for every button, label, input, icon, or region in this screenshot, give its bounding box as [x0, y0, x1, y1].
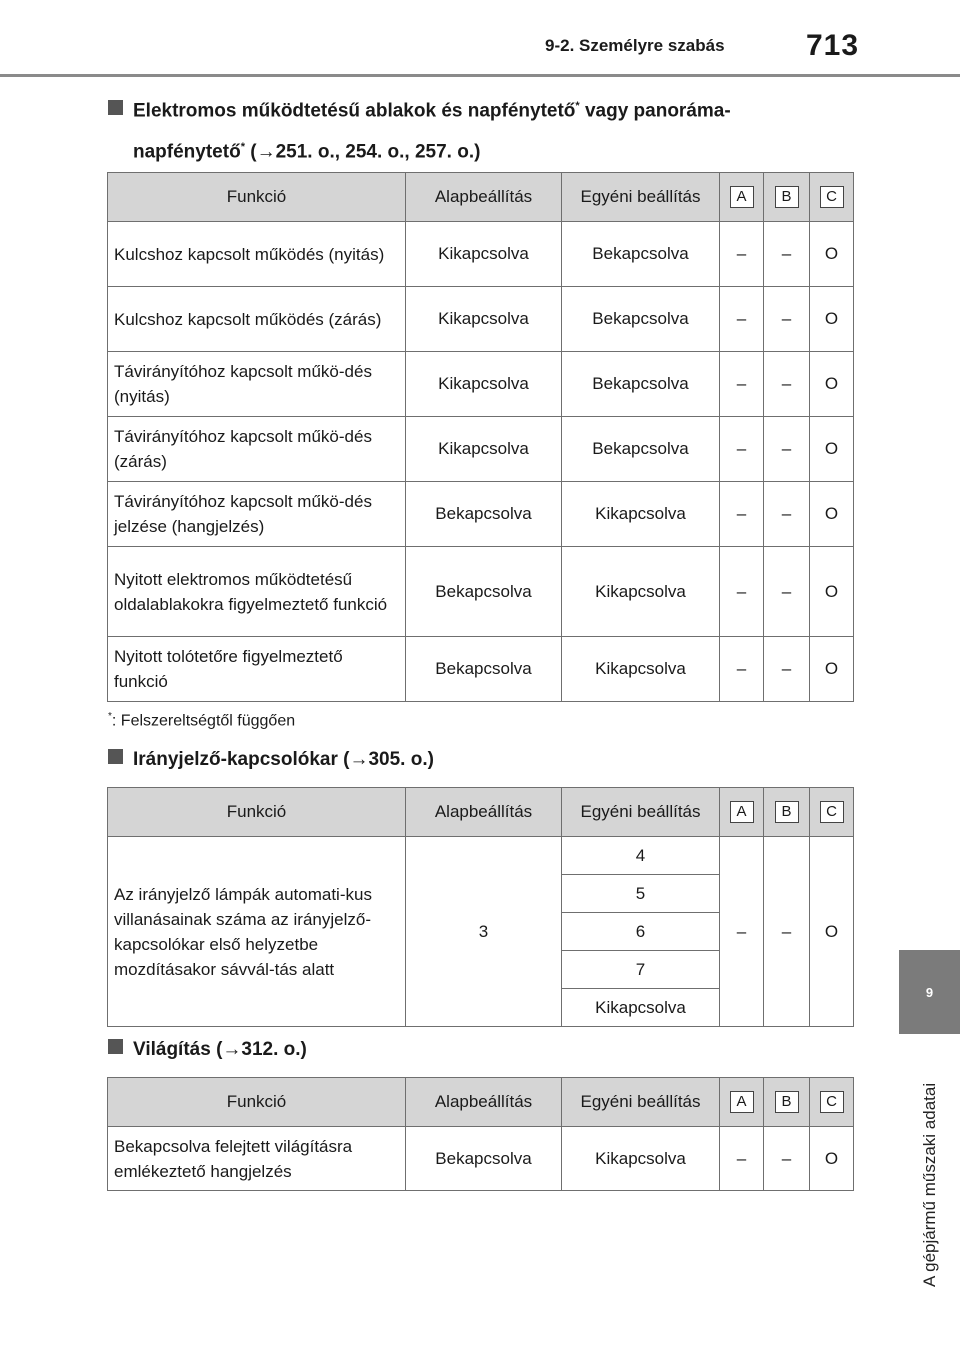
square-bullet-icon [108, 1039, 123, 1054]
row-function: Bekapcsolva felejtett világításra emlékeztető hangjelzés [108, 1127, 406, 1191]
row-b: – [764, 482, 810, 547]
row-c: O [810, 222, 854, 287]
col-default: Alapbeállítás [406, 173, 562, 222]
row-a: – [720, 417, 764, 482]
col-c-badge: C [820, 801, 844, 823]
table-row [108, 222, 854, 287]
table-row [108, 1127, 854, 1191]
footnote-text: : Felszereltségtől függően [111, 712, 296, 730]
section2-heading [108, 742, 434, 778]
footnote-mark: * [108, 711, 112, 722]
col-default: Alapbeállítás [406, 788, 562, 837]
footnote [108, 711, 295, 730]
row-default: 3 [406, 837, 562, 1027]
row-b: – [764, 352, 810, 417]
table-header-row [108, 788, 854, 837]
col-custom: Egyéni beállítás [562, 173, 720, 222]
section1-title-part1: Elektromos működtetésű ablakok és napfénytető [133, 100, 576, 122]
row-a: – [720, 482, 764, 547]
row-custom: Kikapcsolva [562, 637, 720, 702]
section1-title-part3: napfénytető [133, 141, 241, 163]
table-row [108, 287, 854, 352]
settings-table-2 [107, 787, 854, 1027]
section1-heading [108, 88, 731, 171]
col-function: Funkció [108, 788, 406, 837]
row-default: Bekapcsolva [406, 547, 562, 637]
table-header-row [108, 173, 854, 222]
row-a: – [720, 637, 764, 702]
section2-title: Irányjelző-kapcsolókar (→305. o.) [133, 749, 434, 770]
col-function: Funkció [108, 1078, 406, 1127]
row-default: Kikapcsolva [406, 287, 562, 352]
table-row [108, 837, 854, 1027]
table-row [108, 547, 854, 637]
section3-title: Világítás (→312. o.) [133, 1039, 307, 1060]
row-custom: Bekapcsolva [562, 287, 720, 352]
row-function: Nyitott elektromos működtetésű oldalablakokra figyelmeztető funkció [108, 547, 406, 637]
col-b-badge: B [775, 186, 799, 208]
table-row [108, 482, 854, 547]
row-c: O [810, 287, 854, 352]
row-default: Kikapcsolva [406, 352, 562, 417]
col-c-badge: C [820, 186, 844, 208]
custom-option: 5 [562, 874, 719, 912]
row-function: Nyitott tolótetőre figyelmeztető funkció [108, 637, 406, 702]
row-function: Távirányítóhoz kapcsolt műkö-dés (zárás) [108, 417, 406, 482]
col-b-badge: B [775, 1091, 799, 1113]
row-function: Távirányítóhoz kapcsolt műkö-dés (nyitás) [108, 352, 406, 417]
row-function: Az irányjelző lámpák automati-kus villanásainak száma az irányjelző-kapcsolókar első helyzetbe mozdításakor sávvál-tás alatt [108, 837, 406, 1027]
header-divider [0, 74, 960, 77]
table-row [108, 417, 854, 482]
row-default: Kikapcsolva [406, 417, 562, 482]
row-a: – [720, 547, 764, 637]
row-default: Kikapcsolva [406, 222, 562, 287]
custom-option: 4 [635, 846, 646, 865]
row-a: – [720, 287, 764, 352]
row-custom: Bekapcsolva [562, 222, 720, 287]
row-c: O [810, 547, 854, 637]
row-a: – [720, 352, 764, 417]
row-b: – [764, 837, 810, 1027]
page-number: 713 [806, 29, 860, 62]
row-b: – [764, 1127, 810, 1191]
row-a: – [720, 222, 764, 287]
table-header-row [108, 1078, 854, 1127]
row-default: Bekapcsolva [406, 637, 562, 702]
row-function: Kulcshoz kapcsolt működés (nyitás) [108, 222, 406, 287]
col-b-badge: B [775, 801, 799, 823]
row-b: – [764, 547, 810, 637]
col-a-badge: A [730, 801, 754, 823]
settings-table-3 [107, 1077, 854, 1191]
asterisk: * [240, 141, 245, 154]
row-c: O [810, 352, 854, 417]
col-function: Funkció [108, 173, 406, 222]
row-b: – [764, 637, 810, 702]
custom-option: 7 [562, 950, 719, 988]
col-custom: Egyéni beállítás [562, 1078, 720, 1127]
table-row [108, 352, 854, 417]
chapter-number: 9 [925, 984, 934, 1000]
row-custom: Kikapcsolva [562, 547, 720, 637]
square-bullet-icon [108, 100, 123, 115]
row-custom: Kikapcsolva [562, 1127, 720, 1191]
row-c: O [810, 482, 854, 547]
row-default: Bekapcsolva [406, 1127, 562, 1191]
row-custom: Bekapcsolva [562, 352, 720, 417]
row-c: O [810, 637, 854, 702]
section1-title-part4: (→251. o., 254. o., 257. o.) [244, 141, 481, 163]
asterisk: * [575, 100, 580, 112]
row-b: – [764, 287, 810, 352]
row-default: Bekapcsolva [406, 482, 562, 547]
custom-option: Kikapcsolva [562, 988, 719, 1026]
row-custom: Bekapcsolva [562, 417, 720, 482]
square-bullet-icon [108, 749, 123, 764]
row-function: Távirányítóhoz kapcsolt műkö-dés jelzése (hangjelzés) [108, 482, 406, 547]
row-c: O [810, 1127, 854, 1191]
section1-title-part2: vagy panoráma- [579, 100, 731, 122]
chapter-title: A gépjármű műszaki adatai [920, 1082, 939, 1288]
row-custom-options [562, 837, 720, 1027]
row-a: – [720, 837, 764, 1027]
col-a-badge: A [730, 1091, 754, 1113]
row-c: O [810, 417, 854, 482]
settings-table-1 [107, 172, 854, 702]
col-c-badge: C [820, 1091, 844, 1113]
table-row [108, 637, 854, 702]
row-b: – [764, 222, 810, 287]
custom-option: 6 [562, 912, 719, 950]
row-a: – [720, 1127, 764, 1191]
col-a-badge: A [730, 186, 754, 208]
row-b: – [764, 417, 810, 482]
row-function: Kulcshoz kapcsolt működés (zárás) [108, 287, 406, 352]
row-c: O [810, 837, 854, 1027]
col-default: Alapbeállítás [406, 1078, 562, 1127]
section3-heading [108, 1032, 307, 1068]
row-custom: Kikapcsolva [562, 482, 720, 547]
col-custom: Egyéni beállítás [562, 788, 720, 837]
chapter-tab [899, 950, 960, 1034]
section-header: 9-2. Személyre szabás [545, 36, 725, 55]
